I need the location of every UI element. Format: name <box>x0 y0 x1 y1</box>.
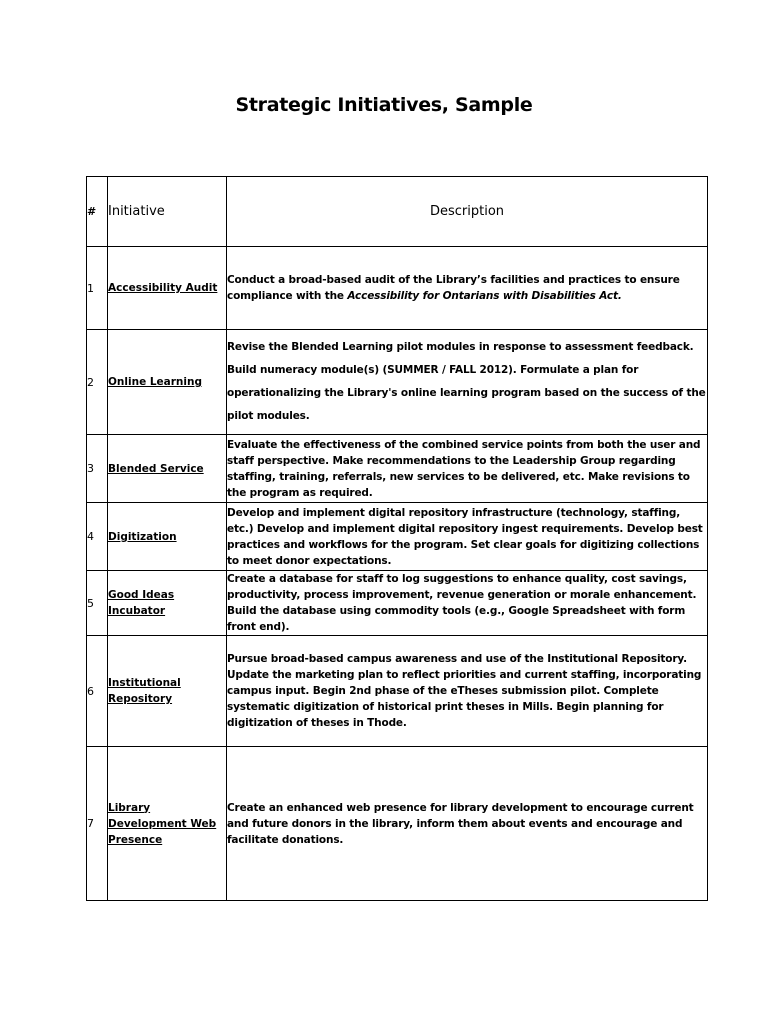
page-title: Strategic Initiatives, Sample <box>235 94 533 116</box>
initiatives-table <box>86 176 708 901</box>
row-number: 4 <box>87 503 108 571</box>
initiative-label[interactable]: Accessibility Audit <box>108 282 218 294</box>
initiative-link[interactable] <box>108 435 227 503</box>
initiative-label[interactable]: Institutional Repository <box>108 677 181 705</box>
row-description: Pursue broad-based campus awareness and use of the Institutional Repository. Update the marketing plan to reflect priorities and current staffing, incorporating campus input. Begin 2nd phase of the eTheses submission pilot. Complete systematic digitization of historical print theses in Mills. Begin planning for digitization of theses in Thode. <box>227 636 708 747</box>
initiative-label[interactable]: Digitization <box>108 530 177 543</box>
table-row <box>87 636 708 747</box>
row-number: 1 <box>87 247 108 330</box>
initiative-label[interactable]: Online Learning <box>108 376 202 388</box>
row-description <box>227 247 708 330</box>
header-initiative: Initiative <box>108 177 227 247</box>
initiative-label[interactable]: Library Development Web Presence <box>108 801 217 846</box>
table-row <box>87 747 708 901</box>
row-number: 7 <box>87 747 108 901</box>
row-description: Evaluate the effectiveness of the combined service points from both the user and staff perspective. Make recommendations to the Leadership Group regarding staffing, training, referrals, new services to be delivered, etc. Make revisions to the program as required. <box>227 435 708 503</box>
table-header-row <box>87 177 708 247</box>
row-number: 5 <box>87 571 108 636</box>
initiative-label[interactable]: Blended Service <box>108 462 204 475</box>
row-description: Create a database for staff to log suggestions to enhance quality, cost savings, productivity, process improvement, revenue generation or morale enhancement. Build the database using commodity tools (e.g., Google Spreadsheet with form front end). <box>227 571 708 636</box>
table-row <box>87 330 708 435</box>
initiative-link[interactable] <box>108 636 227 747</box>
description-act-name: Accessibility for Ontarians with Disabilities Act. <box>347 290 622 302</box>
row-number: 6 <box>87 636 108 747</box>
initiative-link[interactable] <box>108 247 227 330</box>
initiative-link[interactable] <box>108 503 227 571</box>
row-number: 3 <box>87 435 108 503</box>
table-row <box>87 247 708 330</box>
header-description: Description <box>227 177 708 247</box>
row-description: Develop and implement digital repository infrastructure (technology, staffing, etc.) Develop and implement digital repository ingest requirements. Develop best practices and workflows for the program. Set clear goals for digitizing collections to meet donor expectations. <box>227 503 708 571</box>
table-row <box>87 571 708 636</box>
row-description: Create an enhanced web presence for library development to encourage current and future donors in the library, inform them about events and encourage and facilitate donations. <box>227 747 708 901</box>
row-description: Revise the Blended Learning pilot modules in response to assessment feedback. Build numeracy module(s) (SUMMER / FALL 2012). Formulate a plan for operationalizing the Library's online learning program based on the success of the pilot modules. <box>227 330 708 435</box>
initiative-label[interactable]: Good Ideas Incubator <box>108 589 175 617</box>
initiative-link[interactable] <box>108 571 227 636</box>
row-number: 2 <box>87 330 108 435</box>
description-text: Conduct a broad-based audit of the Library’s facilities and practices to ensure compliance with the <box>227 274 680 302</box>
header-number: # <box>87 177 108 247</box>
initiative-link[interactable] <box>108 330 227 435</box>
initiative-link[interactable] <box>108 747 227 901</box>
table-row <box>87 503 708 571</box>
table-row <box>87 435 708 503</box>
